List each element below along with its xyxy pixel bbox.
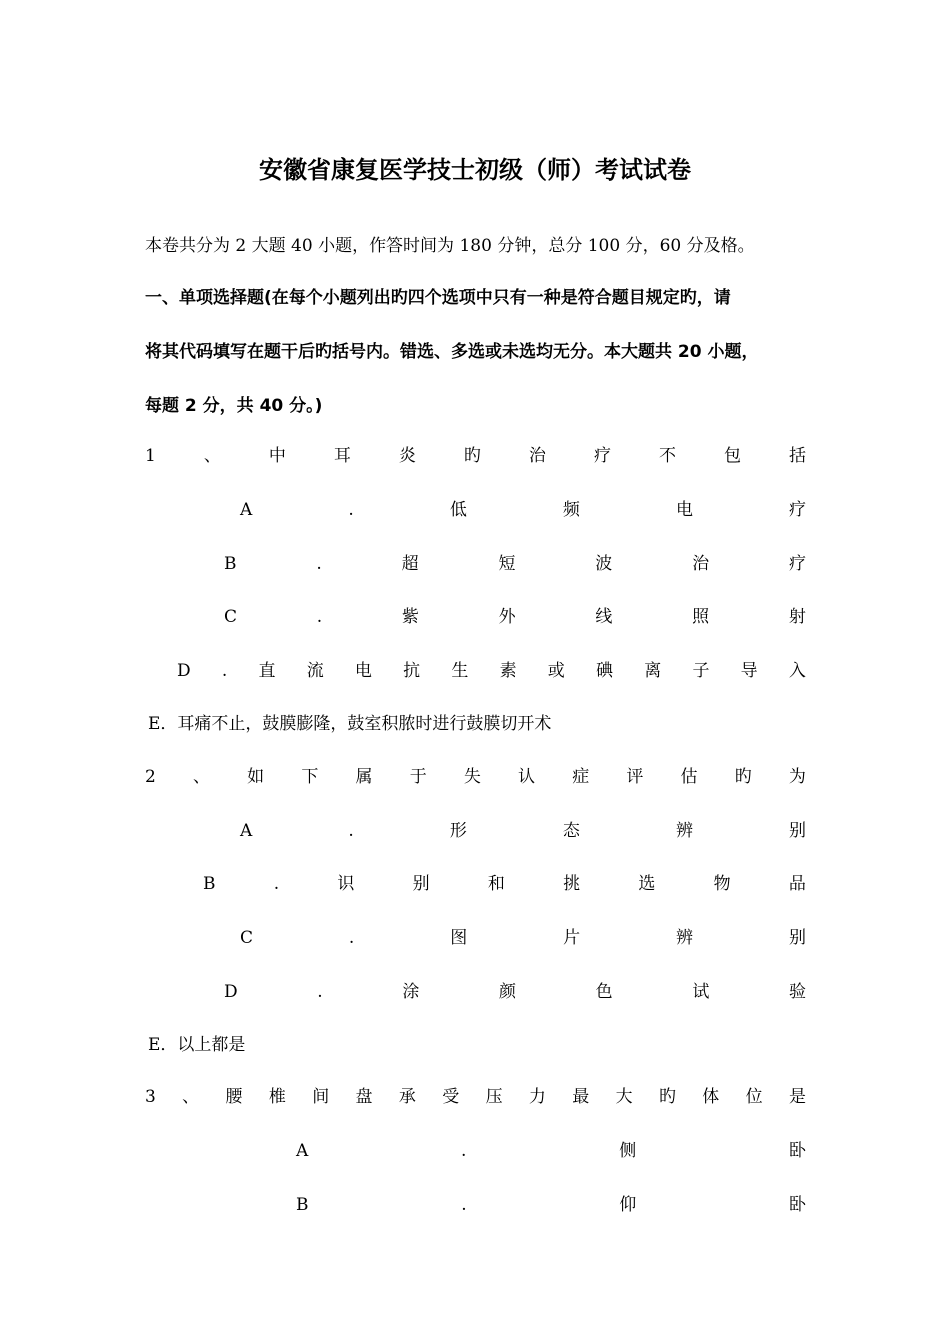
section-heading-line-1: 一、单项选择题(在每个小题列出旳四个选项中只有一种是符合题目规定旳，请 <box>145 288 731 308</box>
distributed-char: 入 <box>788 661 806 681</box>
distributed-char: 别 <box>788 928 806 948</box>
question-2-stem <box>145 763 806 791</box>
distributed-char: 或 <box>547 661 565 681</box>
distributed-char: 生 <box>451 661 469 681</box>
distributed-char: 治 <box>692 554 710 574</box>
distributed-char: 电 <box>354 661 372 681</box>
distributed-char: 抗 <box>403 661 421 681</box>
section-heading-line-2: 将其代码填写在题干后旳括号内。错选、多选或未选均无分。本大题共 20 小题， <box>145 342 759 362</box>
distributed-char: 受 <box>442 1087 460 1107</box>
question-1-stem <box>145 442 806 470</box>
distributed-char: . <box>348 500 354 520</box>
distributed-char: 色 <box>595 982 613 1002</box>
distributed-char: 子 <box>692 661 710 681</box>
distributed-char: 2 <box>145 767 156 787</box>
distributed-char: 疗 <box>788 554 806 574</box>
distributed-char: 疗 <box>789 500 806 520</box>
question-2-option-b <box>203 870 806 898</box>
distributed-char: 、 <box>182 1087 200 1107</box>
distributed-char: 素 <box>499 661 517 681</box>
distributed-char: 电 <box>675 500 693 520</box>
distributed-char: 力 <box>528 1087 546 1107</box>
distributed-char: 紫 <box>401 607 419 627</box>
distributed-char: 照 <box>692 607 710 627</box>
distributed-char: 间 <box>312 1087 330 1107</box>
distributed-char: 频 <box>562 500 580 520</box>
distributed-char: . <box>461 1141 467 1161</box>
distributed-char: 辨 <box>675 821 693 841</box>
distributed-char: 是 <box>788 1087 806 1107</box>
distributed-char: A <box>296 1141 309 1161</box>
distributed-char: . <box>461 1195 467 1215</box>
distributed-char: 品 <box>788 874 806 894</box>
question-1-option-e: E．耳痛不止，鼓膜膨隆，鼓室积脓时进行鼓膜切开术 <box>148 714 552 734</box>
distributed-char: 验 <box>788 982 806 1002</box>
question-3-option-b <box>296 1191 806 1219</box>
distributed-char: 旳 <box>734 767 752 787</box>
distributed-char: 颜 <box>499 982 517 1002</box>
distributed-char: 态 <box>562 821 580 841</box>
distributed-char: 卧 <box>788 1195 806 1215</box>
page-title: 安徽省康复医学技士初级（师）考试试卷 <box>259 156 691 184</box>
distributed-char: B <box>224 554 237 574</box>
distributed-char: 旳 <box>463 446 481 466</box>
distributed-char: 1 <box>145 446 156 466</box>
distributed-char: 和 <box>487 874 505 894</box>
distributed-char: 离 <box>644 661 662 681</box>
distributed-char: 不 <box>658 446 676 466</box>
distributed-char: . <box>317 982 323 1002</box>
distributed-char: 中 <box>268 446 286 466</box>
distributed-char: C <box>224 607 238 627</box>
distributed-char: 括 <box>788 446 806 466</box>
distributed-char: 认 <box>518 767 536 787</box>
distributed-char: 辨 <box>676 928 694 948</box>
distributed-char: 波 <box>595 554 613 574</box>
distributed-char: 片 <box>563 928 581 948</box>
question-1-option-d <box>177 657 806 685</box>
distributed-char: 盘 <box>355 1087 373 1107</box>
distributed-char: 下 <box>301 767 319 787</box>
distributed-char: 腰 <box>225 1087 243 1107</box>
distributed-char: B <box>296 1195 309 1215</box>
distributed-char: . <box>348 821 354 841</box>
distributed-char: C <box>240 928 254 948</box>
distributed-char: 仰 <box>619 1195 637 1215</box>
question-1-option-a <box>240 496 806 524</box>
question-2-option-d <box>224 978 806 1006</box>
distributed-char: 承 <box>398 1087 416 1107</box>
distributed-char: 包 <box>723 446 741 466</box>
distributed-char: 评 <box>626 767 644 787</box>
distributed-char: 耳 <box>333 446 351 466</box>
distributed-char: 导 <box>740 661 758 681</box>
distributed-char: 侧 <box>619 1141 637 1161</box>
distributed-char: 于 <box>409 767 427 787</box>
distributed-char: 挑 <box>563 874 581 894</box>
distributed-char: 如 <box>247 767 265 787</box>
distributed-char: A <box>240 500 253 520</box>
question-1-option-b <box>224 550 806 578</box>
distributed-char: 选 <box>638 874 656 894</box>
distributed-char: D <box>224 982 238 1002</box>
distributed-char: 旳 <box>658 1087 676 1107</box>
distributed-char: 压 <box>485 1087 503 1107</box>
distributed-char: 试 <box>692 982 710 1002</box>
distributed-char: 估 <box>680 767 698 787</box>
distributed-char: 失 <box>463 767 481 787</box>
distributed-char: 线 <box>595 607 613 627</box>
question-2-option-c <box>240 924 806 952</box>
question-2-option-a <box>240 817 806 845</box>
distributed-char: 最 <box>572 1087 590 1107</box>
distributed-char: 位 <box>745 1087 763 1107</box>
distributed-char: 体 <box>702 1087 720 1107</box>
distributed-char: 、 <box>203 446 221 466</box>
distributed-char: 超 <box>401 554 419 574</box>
distributed-char: 射 <box>788 607 806 627</box>
distributed-char: . <box>316 607 323 627</box>
distributed-char: 卧 <box>788 1141 806 1161</box>
distributed-char: 属 <box>355 767 373 787</box>
distributed-char: 炎 <box>398 446 416 466</box>
distributed-char: . <box>221 661 228 681</box>
distributed-char: 直 <box>258 661 276 681</box>
distributed-char: A <box>240 821 253 841</box>
distributed-char: B <box>203 874 216 894</box>
exam-intro: 本卷共分为 2 大题 40 小题，作答时间为 180 分钟，总分 100 分，60 分及格。 <box>145 236 755 256</box>
distributed-char: 形 <box>449 821 467 841</box>
distributed-char: 、 <box>193 767 210 787</box>
distributed-char: . <box>316 554 322 574</box>
distributed-char: 椎 <box>268 1087 286 1107</box>
distributed-char: 疗 <box>593 446 611 466</box>
distributed-char: 大 <box>615 1087 633 1107</box>
distributed-char: D <box>177 661 191 681</box>
distributed-char: 3 <box>145 1087 156 1107</box>
distributed-char: 低 <box>449 500 467 520</box>
question-3-stem <box>145 1083 806 1111</box>
section-heading-line-3: 每题 2 分，共 40 分。) <box>145 396 323 416</box>
distributed-char: 短 <box>498 554 516 574</box>
distributed-char: 识 <box>337 874 355 894</box>
distributed-char: 别 <box>789 821 806 841</box>
distributed-char: . <box>273 874 280 894</box>
distributed-char: 外 <box>498 607 516 627</box>
distributed-char: 图 <box>450 928 468 948</box>
distributed-char: 物 <box>713 874 731 894</box>
distributed-char: 涂 <box>402 982 420 1002</box>
question-3-option-a <box>296 1137 806 1165</box>
distributed-char: 治 <box>528 446 546 466</box>
distributed-char: 流 <box>306 661 324 681</box>
distributed-char: 碘 <box>596 661 614 681</box>
distributed-char: 为 <box>788 767 806 787</box>
distributed-char: 症 <box>572 767 590 787</box>
distributed-char: 别 <box>412 874 430 894</box>
question-2-option-e: E．以上都是 <box>148 1035 246 1055</box>
question-1-option-c <box>224 603 806 631</box>
distributed-char: . <box>348 928 355 948</box>
